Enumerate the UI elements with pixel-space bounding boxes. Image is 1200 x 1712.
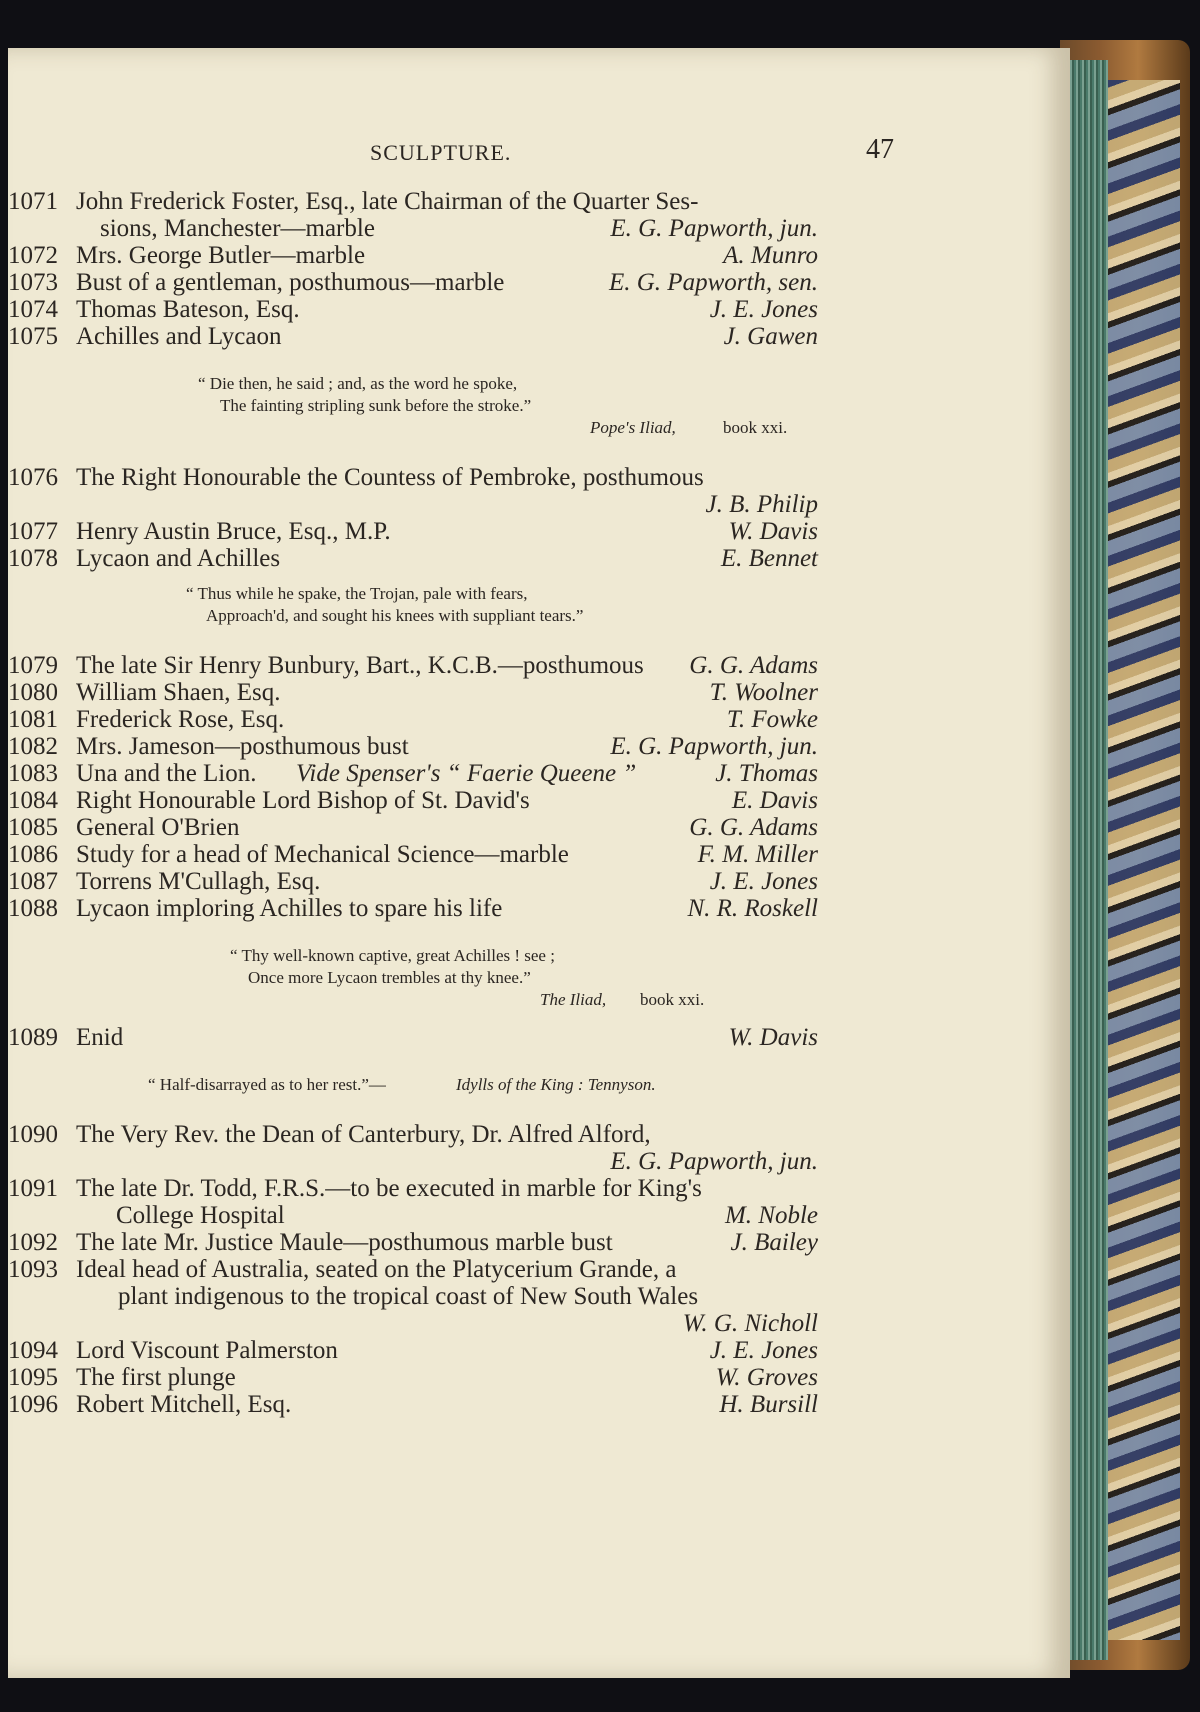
entry-title: Torrens M'Cullagh, Esq.: [76, 868, 321, 895]
entry-title: The late Mr. Justice Maule—posthumous marble bust: [76, 1229, 613, 1256]
entry-artist: M. Noble: [724, 1202, 818, 1229]
entry-title: The late Dr. Todd, F.R.S.—to be executed in marble for King's: [76, 1175, 702, 1202]
quotation: [8, 374, 908, 396]
entry-number: 1076: [8, 464, 58, 491]
entry-artist: T. Fowke: [726, 706, 818, 733]
entry-number: 1088: [8, 895, 58, 922]
page-edges: [1068, 60, 1108, 1660]
entry-row: [8, 814, 908, 841]
entry-artist: W. Groves: [715, 1364, 818, 1391]
entry-row: [8, 787, 908, 814]
entry-title: Study for a head of Mechanical Science—marble: [76, 841, 569, 868]
entry-title: Lycaon imploring Achilles to spare his life: [76, 895, 503, 922]
entry-number: 1074: [8, 296, 58, 323]
entry-title: Bust of a gentleman, posthumous—marble: [76, 269, 505, 296]
entry-number: 1096: [8, 1391, 58, 1418]
entry-title: Right Honourable Lord Bishop of St. David's: [76, 787, 530, 814]
catalogue-entries: [8, 188, 908, 1418]
entry-row: [8, 323, 908, 350]
entry-number: 1071: [8, 188, 58, 215]
entry-artist: E. Davis: [731, 787, 818, 814]
entry-row-cont: [8, 215, 908, 242]
entry-title-italic: Vide Spenser's “ Faerie Queene ”: [296, 760, 637, 787]
entry-row: [8, 545, 908, 572]
entry-row: [8, 1364, 908, 1391]
entry-title: Mrs. George Butler—marble: [76, 242, 366, 269]
entry-number: 1095: [8, 1364, 58, 1391]
entry-number: 1087: [8, 868, 58, 895]
quotation: [8, 968, 908, 990]
entry-row: [8, 652, 908, 679]
quotation-source: [8, 418, 908, 440]
entry-artist: A. Munro: [723, 242, 818, 269]
entry-number: 1085: [8, 814, 58, 841]
quote-source-rest: book xxi.: [723, 418, 788, 437]
entry-row: [8, 895, 908, 922]
entry-row: [8, 1175, 908, 1202]
entry-number: 1081: [8, 706, 58, 733]
entry-title: Henry Austin Bruce, Esq., M.P.: [76, 518, 391, 545]
entry-row: [8, 841, 908, 868]
entry-title: General O'Brien: [76, 814, 240, 841]
page-header: [8, 134, 908, 180]
quote-source-rest: book xxi.: [640, 990, 705, 1009]
quote-line: “ Thus while he spake, the Trojan, pale with fears,: [186, 584, 528, 603]
entry-title-cont: plant indigenous to the tropical coast of New South Wales: [118, 1283, 699, 1310]
entry-row: [8, 1256, 908, 1283]
entry-number: 1077: [8, 518, 58, 545]
quote-line: “ Die then, he said ; and, as the word he spoke,: [198, 374, 518, 393]
entry-title: Thomas Bateson, Esq.: [76, 296, 300, 323]
entry-row: [8, 1024, 908, 1051]
entry-row: [8, 464, 908, 491]
entry-number: 1086: [8, 841, 58, 868]
entry-number: 1075: [8, 323, 58, 350]
quotation: [8, 584, 908, 606]
quotation: [8, 1075, 908, 1097]
entry-artist: J. B. Philip: [705, 491, 818, 518]
quotation: [8, 396, 908, 418]
entry-number: 1073: [8, 269, 58, 296]
entry-row-cont: [8, 1310, 908, 1337]
entry-title: Ideal head of Australia, seated on the Platycerium Grande, a: [76, 1256, 677, 1283]
entry-number: 1082: [8, 733, 58, 760]
entry-number: 1090: [8, 1121, 58, 1148]
entry-row: [8, 706, 908, 733]
entry-title: Robert Mitchell, Esq.: [76, 1391, 292, 1418]
entry-title: The Right Honourable the Countess of Pembroke, posthumous: [76, 464, 704, 491]
entry-title: Achilles and Lycaon: [76, 323, 282, 350]
entry-title: Una and the Lion.: [76, 760, 257, 787]
quote-source: Idylls of the King : Tennyson.: [456, 1075, 656, 1094]
quote-line: The fainting stripling sunk before the stroke.”: [220, 396, 532, 415]
entry-title: Lycaon and Achilles: [76, 545, 281, 572]
entry-row-cont: [8, 491, 908, 518]
entry-row: [8, 296, 908, 323]
entry-row-cont: [8, 1202, 908, 1229]
quote-line: “ Half-disarrayed as to her rest.”—: [148, 1075, 386, 1094]
entry-number: 1072: [8, 242, 58, 269]
entry-artist: J. E. Jones: [709, 1337, 818, 1364]
entry-artist: E. G. Papworth, jun.: [610, 733, 818, 760]
entry-number: 1078: [8, 545, 58, 572]
entry-title: The late Sir Henry Bunbury, Bart., K.C.B.—posthumous: [76, 652, 644, 679]
entry-title: The Very Rev. the Dean of Canterbury, Dr. Alfred Alford,: [76, 1121, 651, 1148]
entry-artist: H. Bursill: [719, 1391, 818, 1418]
entry-artist: W. G. Nicholl: [682, 1310, 818, 1337]
quotation: [8, 606, 908, 628]
entry-title: Mrs. Jameson—posthumous bust: [76, 733, 409, 760]
entry-row: [8, 518, 908, 545]
quote-source: Pope's Iliad,: [590, 418, 676, 437]
entry-artist: G. G. Adams: [689, 814, 818, 841]
entry-number: 1092: [8, 1229, 58, 1256]
entry-artist: J. E. Jones: [709, 296, 818, 323]
entry-title: John Frederick Foster, Esq., late Chairman of the Quarter Ses-: [76, 188, 699, 215]
entry-artist: F. M. Miller: [697, 841, 818, 868]
entry-artist: E. G. Papworth, sen.: [608, 269, 818, 296]
book-page: [8, 48, 1070, 1678]
entry-row: [8, 679, 908, 706]
entry-artist: W. Davis: [728, 1024, 818, 1051]
entry-number: 1080: [8, 679, 58, 706]
running-title: SCULPTURE.: [370, 140, 512, 165]
quote-source: The Iliad,: [540, 990, 607, 1009]
quotation-source: [8, 990, 908, 1012]
entry-artist: E. G. Papworth, jun.: [610, 1148, 818, 1175]
entry-title: The first plunge: [76, 1364, 236, 1391]
entry-row: [8, 1391, 908, 1418]
entry-artist: T. Woolner: [709, 679, 818, 706]
entry-number: 1094: [8, 1337, 58, 1364]
entry-artist: J. Bailey: [730, 1229, 818, 1256]
entry-artist: J. Gawen: [723, 323, 818, 350]
entry-number: 1079: [8, 652, 58, 679]
entry-row-cont: [8, 1283, 908, 1310]
quote-line: Once more Lycaon trembles at thy knee.”: [248, 968, 531, 987]
entry-artist: J. E. Jones: [709, 868, 818, 895]
entry-number: 1091: [8, 1175, 58, 1202]
entry-title: Enid: [76, 1024, 124, 1051]
entry-number: 1093: [8, 1256, 58, 1283]
entry-row: [8, 1121, 908, 1148]
entry-number: 1089: [8, 1024, 58, 1051]
entry-number: 1084: [8, 787, 58, 814]
entry-row-cont: [8, 1148, 908, 1175]
entry-title: Lord Viscount Palmerston: [76, 1337, 338, 1364]
entry-artist: N. R. Roskell: [687, 895, 818, 922]
quote-line: “ Thy well-known captive, great Achilles ! see ;: [230, 946, 555, 965]
entry-row: [8, 188, 908, 215]
quotation: [8, 946, 908, 968]
entry-title: Frederick Rose, Esq.: [76, 706, 285, 733]
entry-title-cont: College Hospital: [116, 1202, 285, 1229]
entry-artist: E. Bennet: [720, 545, 818, 572]
entry-row: [8, 760, 908, 787]
entry-row: [8, 269, 908, 296]
page-number: 47: [866, 134, 894, 165]
entry-row: [8, 733, 908, 760]
entry-number: 1083: [8, 760, 58, 787]
entry-title-cont: sions, Manchester—marble: [100, 215, 375, 242]
entry-artist: J. Thomas: [715, 760, 818, 787]
quote-line: Approach'd, and sought his knees with suppliant tears.”: [206, 606, 584, 625]
entry-artist: E. G. Papworth, jun.: [610, 215, 818, 242]
entry-row: [8, 242, 908, 269]
entry-row: [8, 1337, 908, 1364]
entry-title: William Shaen, Esq.: [76, 679, 281, 706]
entry-row: [8, 1229, 908, 1256]
marbled-endpaper: [1100, 80, 1180, 1640]
entry-row: [8, 868, 908, 895]
entry-artist: W. Davis: [728, 518, 818, 545]
entry-artist: G. G. Adams: [689, 652, 818, 679]
